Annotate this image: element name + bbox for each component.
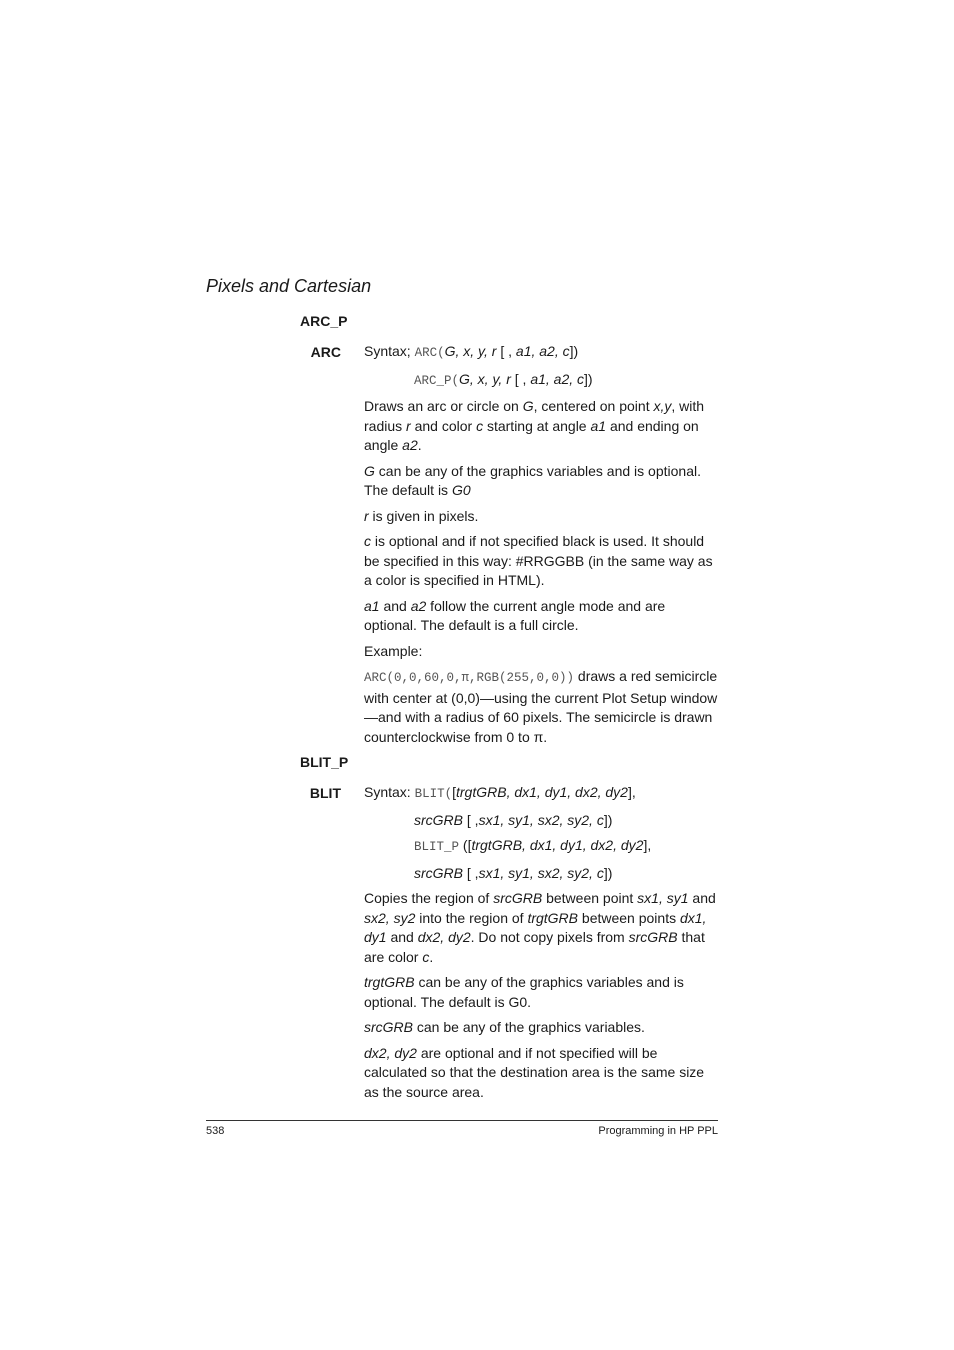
arc-p-heading: ARC_P xyxy=(300,313,348,329)
arc-p-syntax-line: ARC_P(G, x, y, r [ , a1, a2, c]) xyxy=(414,370,593,388)
blit-command-label: BLIT xyxy=(309,785,341,801)
blit-src-paragraph: srcGRB can be any of the graphics variables. xyxy=(364,1019,645,1035)
arc-draws-paragraph: Draws an arc or circle on G, centered on point x,y, with radius r and color c starting at angle a1 and ending on angle a2. xyxy=(364,398,705,453)
blit-copies-paragraph: Copies the region of srcGRB between point sx1, sy1 and sx2, sy2 into the region of trgtGRB between points dx1, dy1 and dx2, dy2. Do not copy pixels from srcGRB that are color c. xyxy=(364,890,716,965)
footer-rule xyxy=(206,1120,718,1121)
blit-description xyxy=(364,783,718,1108)
blit-p-syntax-line-1: BLIT_P ([trgtGRB, dx1, dy1, dx2, dy2], xyxy=(414,837,652,854)
arc-example-label: Example: xyxy=(364,642,423,659)
blit-dx-paragraph: dx2, dy2 are optional and if not specified will be calculated so that the destination area is the same size as the source area. xyxy=(364,1044,705,1100)
blit-p-syntax-line-2: srcGRB [ ,sx1, sy1, sx2, sy2, c]) xyxy=(414,864,613,881)
arc-example-paragraph: ARC(0,0,60,0,π,RGB(255,0,0)) draws a red semicircle with center at (0,0)—using the current Plot Setup window—and with a radius of 60 pixels. The semicircle is drawn counterclockwise from 0 to π. xyxy=(364,668,718,745)
arc-r-paragraph: r is given in pixels. xyxy=(364,507,479,524)
arc-angles-paragraph: a1 and a2 follow the current angle mode and are optional. The default is a full circle. xyxy=(364,597,666,633)
running-title: Programming in HP PPL xyxy=(598,1125,718,1137)
blit-syntax-line-2: srcGRB [ ,sx1, sy1, sx2, sy2, c]) xyxy=(414,811,613,828)
blit-syntax-line-1: Syntax: BLIT([trgtGRB, dx1, dy1, dx2, dy2], xyxy=(364,784,636,801)
arc-syntax-line: Syntax; ARC(G, x, y, r [ , a1, a2, c]) xyxy=(364,343,579,360)
section-title: Pixels and Cartesian xyxy=(206,276,372,296)
arc-description xyxy=(364,342,718,753)
arc-command-label: ARC xyxy=(310,344,341,360)
arc-c-paragraph: c is optional and if not specified black is used. It should be specified in this way: #RRGGBB (in the same way as a color is specified in HTML). xyxy=(364,533,713,588)
blit-trgt-paragraph: trgtGRB can be any of the graphics variables and is optional. The default is G0. xyxy=(364,974,684,1010)
page-number: 538 xyxy=(206,1125,225,1137)
blit-p-heading: BLIT_P xyxy=(300,754,349,770)
arc-example-code: ARC(0,0,60,0,π,RGB(255,0,0)) xyxy=(364,671,575,685)
arc-g-paragraph: G can be any of the graphics variables and is optional. The default is G0 xyxy=(364,462,701,498)
